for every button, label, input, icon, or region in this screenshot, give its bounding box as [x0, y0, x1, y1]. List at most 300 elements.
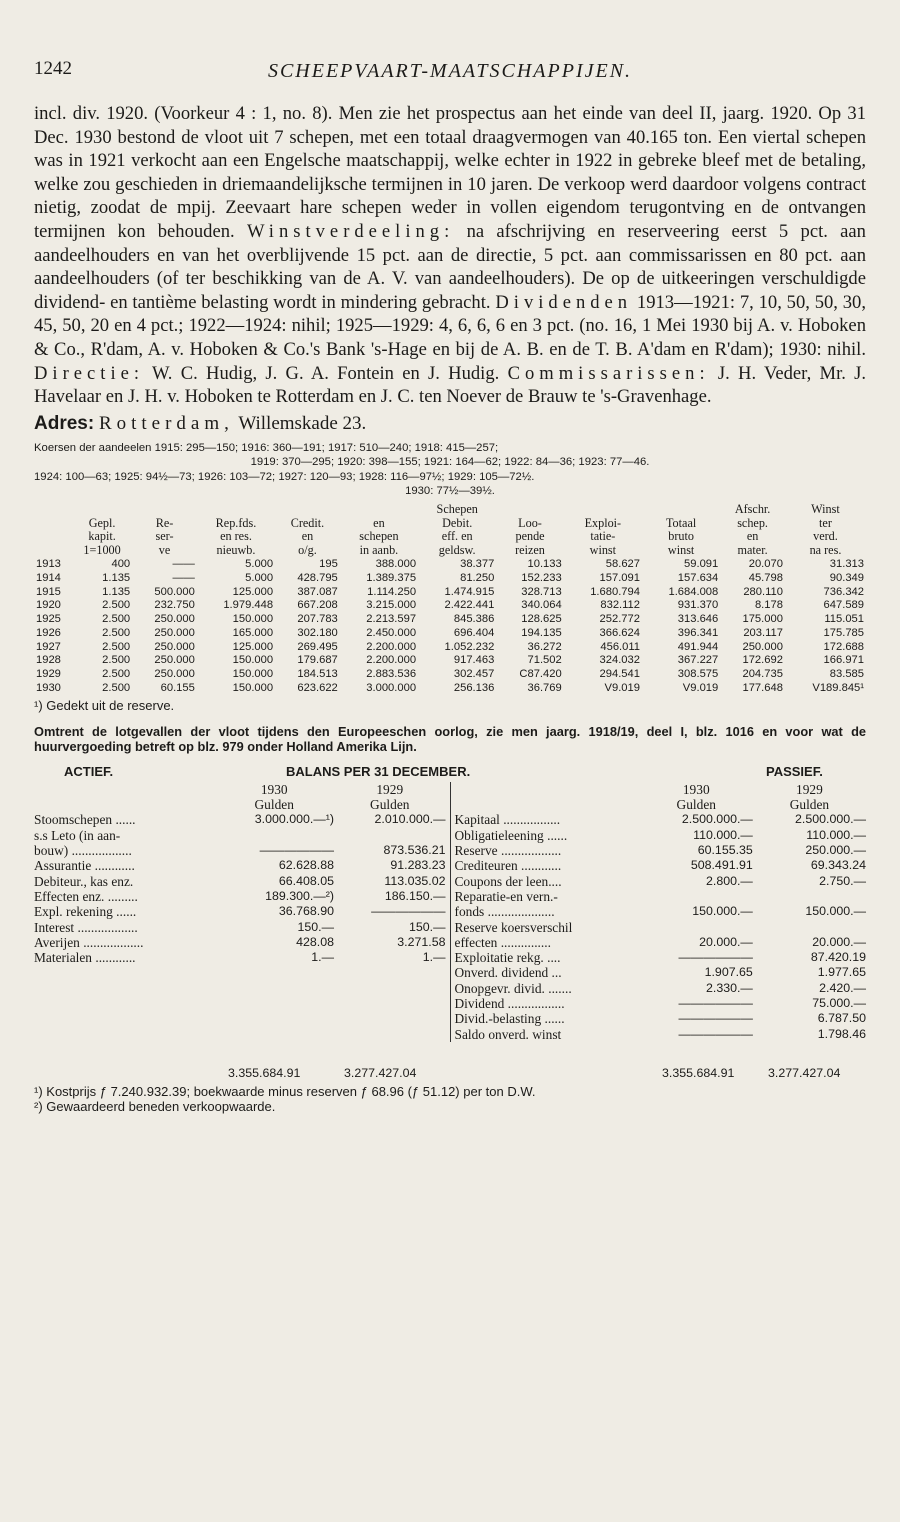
table-cell: 5.000	[245, 557, 274, 570]
table-cell: 83.585	[829, 668, 864, 681]
table-cell: 8.178	[754, 599, 783, 612]
column-header: Gulden	[370, 797, 410, 813]
running-head	[34, 58, 866, 102]
table-row	[34, 586, 866, 600]
line-item-label: Materialen ............	[34, 950, 136, 966]
table-row	[34, 668, 866, 682]
table-cell: 250.000	[154, 626, 195, 639]
directie-label: Directie:	[34, 362, 145, 384]
table-cell: 45.798	[748, 571, 783, 584]
line-item-value: 150.—	[408, 919, 446, 934]
line-item-value: 62.628.88	[278, 858, 334, 873]
column-header: 1930	[260, 781, 288, 797]
column-header: Gulden	[789, 797, 830, 813]
table-row	[34, 613, 866, 627]
table-cell: 400	[111, 557, 131, 570]
table-cell: 59.091	[684, 557, 719, 570]
line-item-value	[753, 889, 866, 904]
passief-row	[455, 950, 867, 965]
table-cell: 428.795	[297, 571, 338, 584]
stats-header-cell: na res.	[809, 543, 842, 558]
stats-header-cell: mater.	[737, 543, 768, 558]
table-cell: 204.735	[742, 668, 783, 681]
line-item-value: 186.150.—	[384, 888, 446, 903]
table-row	[34, 654, 866, 668]
balance-title: BALANS PER 31 DECEMBER.	[286, 763, 471, 779]
table-cell: V9.019	[682, 682, 719, 695]
table-cell: 340.064	[521, 599, 562, 612]
column-header	[34, 797, 214, 812]
table-cell: 90.349	[829, 571, 864, 584]
passief-label: PASSIEF.	[766, 763, 823, 779]
commissarissen-label: Commissarissen:	[507, 362, 710, 384]
actief-row	[34, 843, 446, 858]
passief-year-header	[455, 782, 867, 797]
actief-row	[34, 812, 446, 827]
table-cell: 125.000	[232, 585, 274, 598]
table-cell: 250.000	[154, 640, 195, 653]
table-cell: 313.646	[677, 613, 719, 626]
passief-row	[455, 996, 867, 1011]
stats-header-cell: nieuwb.	[216, 543, 256, 558]
line-item-value: 20.000.—	[812, 934, 866, 949]
balance-heading	[34, 764, 866, 782]
table-cell: 175.785	[823, 626, 864, 639]
table-cell: 1.684.008	[668, 585, 719, 598]
stats-header-cell: reizen	[515, 543, 545, 558]
table-cell: 3.000.000	[366, 682, 417, 695]
passief-row	[455, 843, 867, 858]
table-cell: 31.313	[829, 557, 864, 570]
directie-text: W. C. Hudig, J. G. A. Fontein en J. Hudig.	[151, 362, 500, 384]
line-item-label: Effecten enz. .........	[34, 888, 138, 904]
stats-header-cell: en	[301, 529, 314, 544]
line-item-label: Onopgevr. divid. .......	[454, 980, 572, 996]
stats-header-cell	[132, 503, 197, 517]
table-cell: 179.687	[297, 654, 338, 667]
column-header	[455, 797, 640, 812]
table-cell: 175.000	[742, 613, 783, 626]
line-item-value	[214, 828, 334, 843]
stats-header-cell: Credit.	[290, 515, 325, 530]
table-cell: 125.000	[232, 640, 274, 653]
table-cell: 250.000	[154, 668, 195, 681]
table-cell: 250.000	[154, 654, 195, 667]
line-item-value: ——————	[371, 904, 446, 919]
row-year: 1928	[36, 654, 61, 667]
passief-row	[455, 828, 867, 843]
total-passief-1929: 3.277.427.04	[768, 1065, 841, 1080]
table-cell: 2.883.536	[366, 668, 417, 681]
winstverdeeling-text: na afschrijving en reserveering eerst 5 pct. aan aandeelhouders en van het overblijvende 15 pct. aan de directie, 5 pct. aan commissarissen en 80 pct. aan aandeelhouders (of ter beschikking van de A. V. van aandeelhouders). De op de uitkeeringen verschuldigde dividend- en tantième belasting wordt in mindering gebracht.	[34, 220, 866, 313]
row-year: 1914	[36, 571, 61, 584]
passief-row	[455, 935, 867, 950]
table-cell: 2.213.597	[366, 613, 417, 626]
table-row	[34, 627, 866, 641]
table-cell: 917.463	[453, 654, 495, 667]
table-cell: 1.474.915	[444, 585, 495, 598]
table-cell: 1.979.448	[223, 599, 274, 612]
dividenden-text: 1913—1921: 7, 10, 50, 50, 30, 45, 50, 20 en 4 pct.; 1922—1924: nihil; 1925—1929: 4, 6, 6, 6 en 3 pct. (no. 16, 1 Mei 1930 bij A. v. Hoboken & Co., R'dam, A. v. Hoboken & Co.'s Bank 's-Hage en bij de A. B. en de T. B. A'dam en R'dam); 1930: nihil.	[34, 291, 866, 360]
column-header: 1929	[796, 781, 823, 797]
stats-header-cell: Totaal	[665, 515, 697, 530]
row-year: 1913	[36, 557, 61, 570]
table-cell: 2.500	[102, 668, 131, 681]
line-item-value: 250.000.—	[805, 843, 866, 858]
line-item-value: 36.768.90	[278, 904, 334, 919]
company-description	[34, 102, 866, 409]
stats-header-cell	[34, 503, 72, 517]
table-cell: 207.783	[297, 613, 338, 626]
table-cell: 2.500	[102, 626, 131, 639]
table-cell: 308.575	[677, 668, 719, 681]
table-row	[34, 682, 866, 696]
stats-header-cell: winst	[589, 543, 617, 558]
total-actief-1929: 3.277.427.04	[344, 1065, 417, 1080]
stats-header-cell: in aanb.	[359, 543, 399, 558]
table-cell: 5.000	[245, 571, 274, 584]
page-number: 1242	[34, 58, 72, 79]
stats-header-cell: kapit.	[88, 529, 116, 544]
stats-header-cell: schepen	[359, 529, 399, 544]
stats-header-cell: verd.	[813, 529, 838, 544]
table-cell: 280.110	[743, 585, 783, 598]
line-item-value	[640, 889, 753, 904]
actief-currency-header	[34, 797, 446, 812]
line-item-value: 150.000.—	[805, 904, 866, 919]
line-item-label: Crediteuren ............	[454, 858, 562, 874]
table-cell: 396.341	[677, 626, 719, 639]
total-passief-1930: 3.355.684.91	[662, 1065, 735, 1080]
actief-row	[34, 904, 446, 919]
stats-header-cell: Schepen	[436, 501, 478, 516]
passief-row	[455, 904, 867, 919]
table-cell: 2.200.000	[366, 654, 417, 667]
table-cell: 2.500	[102, 682, 131, 695]
war-history-note: Omtrent de lotgevallen der vloot tijdens den Europeeschen oorlog, zie men jaarg. 1918/19, deel I, blz. 1016 en voor wat de huurvergoeding betreft op blz. 979 onder Holland Amerika Lijn.	[34, 723, 866, 754]
stats-header-cell: winst	[667, 543, 695, 558]
passief-column	[451, 782, 867, 1042]
line-item-value: 2.420.—	[819, 980, 866, 995]
row-year: 1930	[36, 682, 61, 695]
line-item-value: 3.271.58	[397, 934, 446, 949]
stats-header-cell: en res.	[220, 529, 252, 544]
actief-column	[34, 782, 451, 1042]
passief-row	[455, 812, 867, 827]
commissarissen-text: J. H. Veder, Mr. J. Havelaar en J. H. v. Hoboken te Rotterdam en J. C. ten Noever de Brauw te 's-Gravenhage.	[34, 362, 867, 408]
line-item-value: 2.010.000.—	[374, 812, 446, 827]
passief-currency-header	[455, 797, 867, 812]
line-item-value	[334, 828, 446, 843]
address-city: Rotterdam,	[98, 412, 234, 434]
line-item-value: 428.08	[296, 934, 334, 949]
table-cell: 150.000	[232, 668, 274, 681]
actief-row	[34, 920, 446, 935]
table-cell: 324.032	[599, 654, 640, 667]
passief-row	[455, 1027, 867, 1042]
line-item-label: effecten ...............	[454, 934, 551, 950]
line-item-value: ——————	[678, 996, 753, 1011]
stats-header-cell: tatie-	[590, 529, 616, 544]
line-item-label: Divid.-belasting ......	[454, 1011, 565, 1027]
table-cell: 250.000	[154, 613, 195, 626]
table-cell: 623.622	[297, 682, 338, 695]
table-cell: 58.627	[605, 557, 640, 570]
table-cell: 2.500	[102, 654, 131, 667]
stats-header-cell	[340, 503, 418, 517]
line-item-value: 2.500.000.—	[795, 812, 866, 827]
line-item-value: ——————	[259, 843, 334, 858]
dividenden-label: Dividenden	[495, 291, 633, 313]
stats-header-cell: o/g.	[298, 543, 317, 558]
stats-header-row	[34, 503, 866, 517]
column-header: Gulden	[676, 797, 716, 813]
table-cell: 172.692	[742, 654, 783, 667]
table-cell: 387.087	[297, 585, 338, 598]
stats-header-cell: Rep.fds.	[215, 515, 257, 530]
passief-row	[455, 874, 867, 889]
stats-header-row	[34, 517, 866, 531]
passief-row	[455, 981, 867, 996]
line-item-value: ——————	[678, 1026, 753, 1041]
stats-header-cell	[72, 503, 132, 517]
table-cell: 38.377	[460, 557, 495, 570]
stats-header-cell	[34, 530, 72, 544]
table-cell: 1.052.232	[444, 640, 495, 653]
line-item-label: Reserve koersverschil	[454, 919, 573, 935]
table-cell: 165.000	[232, 626, 274, 639]
table-cell: 1.389.375	[366, 571, 417, 584]
table-cell: C87.420	[519, 668, 562, 681]
table-cell: 736.342	[823, 585, 864, 598]
table-cell: 81.250	[460, 571, 495, 584]
table-cell: 150.000	[232, 682, 274, 695]
line-item-label: Debiteur., kas enz.	[34, 873, 134, 889]
table-cell: V189.845¹	[812, 682, 864, 695]
description-paragraph: incl. div. 1920. (Voorkeur 4 : 1, no. 8). Men zie het prospectus aan het einde van deel II, jaarg. 1920. Op 31 Dec. 1930 bestond de vloot uit 7 schepen, met een totaal draagvermogen van 40.165 ton. Een viertal schepen was in 1921 verkocht aan een Engelsche maatschappij, welke echter in 1922 in gebreke bleef met de betaling, welke zou geschieden in driemaandelijksche termijnen in 10 jaren. De verkoop werd daardoor volgens contract nietig, zoodat de mpij. Zeevaart hare schepen weder in vollen eigendom terugontving en de ontvangen termijnen kon behouden.	[34, 103, 866, 242]
table-cell: 232.750	[154, 599, 195, 612]
table-cell: 1.680.794	[590, 585, 640, 598]
table-cell: 177.648	[742, 682, 783, 695]
table-cell: 832.112	[600, 599, 640, 612]
line-item-label: Obligatieleening ......	[454, 827, 568, 843]
stats-header-cell: ser-	[155, 529, 174, 544]
stats-header-cell	[197, 503, 275, 517]
line-item-label: Dividend .................	[454, 996, 565, 1012]
line-item-value: 110.000.—	[693, 827, 753, 842]
table-cell: 1.135	[102, 585, 131, 598]
table-cell: 250.000	[742, 640, 783, 653]
stats-header-cell	[34, 517, 72, 531]
balance-footnotes	[34, 1084, 866, 1115]
line-item-value: 2.500.000.—	[681, 812, 753, 827]
table-cell: 194.135	[521, 626, 562, 639]
table-cell: 252.772	[599, 613, 640, 626]
table-cell: 128.625	[521, 613, 562, 626]
table-cell: 60.155	[160, 682, 195, 695]
stats-header-cell: bruto	[668, 529, 694, 544]
stats-header-cell: Loo-	[518, 515, 542, 530]
table-row	[34, 641, 866, 655]
table-cell: 2.500	[102, 599, 131, 612]
line-item-value: 1.—	[311, 950, 334, 965]
actief-row	[34, 889, 446, 904]
line-item-label: Interest ..................	[34, 919, 138, 935]
actief-row	[34, 828, 446, 843]
share-prices-line: 1930: 77½—39½.	[405, 485, 495, 498]
line-item-value: 1.—	[422, 950, 446, 965]
table-cell: 367.227	[677, 654, 719, 667]
line-item-value: 3.000.000.—¹)	[254, 812, 334, 827]
line-item-label: Assurantie ............	[34, 858, 135, 874]
line-item-label: Onverd. dividend ...	[454, 965, 562, 981]
line-item-value: 150.—	[297, 919, 334, 934]
line-item-label: Reserve ..................	[454, 843, 562, 859]
line-item-value: 508.491.91	[690, 858, 753, 873]
table-cell: 2.450.000	[366, 626, 417, 639]
passief-row	[455, 858, 867, 873]
table-cell: 302.180	[297, 626, 338, 639]
table-cell: 294.541	[599, 668, 640, 681]
table-cell: 2.500	[102, 613, 131, 626]
passief-row	[455, 965, 867, 980]
actief-row	[34, 874, 446, 889]
total-actief-1930: 3.355.684.91	[228, 1065, 301, 1080]
line-item-value: 2.800.—	[705, 873, 753, 888]
stats-header-cell: pende	[515, 529, 545, 544]
financial-statistics-table	[34, 503, 866, 696]
line-item-label: Reparatie-en vern.-	[454, 888, 558, 904]
stats-header-cell	[34, 544, 72, 558]
stats-header-cell	[642, 503, 720, 517]
line-item-value: 150.000.—	[692, 904, 753, 919]
table-cell: 1.114.250	[367, 585, 417, 598]
stats-header-cell: schep.	[737, 515, 768, 530]
table-cell: 2.422.441	[444, 599, 495, 612]
stats-header-cell: ve	[158, 543, 171, 558]
table-cell: 166.971	[823, 654, 864, 667]
line-item-value	[640, 920, 753, 935]
table-cell: 845.386	[453, 613, 495, 626]
table-cell: 195	[319, 557, 338, 570]
line-item-label: Saldo onverd. winst	[454, 1026, 562, 1042]
actief-row	[34, 858, 446, 873]
table-cell: 366.624	[599, 626, 640, 639]
row-year: 1920	[36, 599, 61, 612]
line-item-label: bouw) ..................	[34, 843, 132, 859]
table-cell: 152.233	[521, 571, 562, 584]
row-year: 1915	[36, 585, 61, 598]
table-cell: 203.117	[743, 626, 783, 639]
passief-row	[455, 1011, 867, 1026]
table-row	[34, 572, 866, 586]
table-cell: ——	[172, 557, 195, 570]
passief-row	[455, 889, 867, 904]
stats-header-cell: en	[746, 529, 759, 544]
table-cell: 256.136	[453, 682, 495, 695]
table-cell: 647.589	[823, 599, 864, 612]
column-header: Gulden	[254, 797, 294, 813]
column-header	[455, 782, 640, 797]
stats-header-cell	[275, 503, 340, 517]
line-item-label: Exploitatie rekg. ....	[454, 950, 561, 966]
table-cell: 456.011	[600, 640, 640, 653]
line-item-label: fonds ....................	[454, 904, 555, 920]
stats-header-cell: geldsw.	[438, 543, 476, 558]
table-cell: 157.091	[599, 571, 640, 584]
stats-header-cell: 1=1000	[83, 543, 121, 558]
stats-header-row	[34, 544, 866, 558]
line-item-label: Averijen ..................	[34, 934, 144, 950]
stats-header-cell: Gepl.	[88, 515, 116, 530]
address-label: Adres:	[34, 412, 95, 434]
line-item-value: 66.408.05	[278, 873, 334, 888]
actief-row	[34, 935, 446, 950]
table-cell: 500.000	[154, 585, 195, 598]
share-prices-line: Koersen der aandeelen 1915: 295—150; 1916: 360—191; 1917: 510—240; 1918: 415—257;	[34, 441, 499, 454]
passief-row	[455, 920, 867, 935]
line-item-value: 189.300.—²)	[265, 888, 334, 903]
table-cell: 150.000	[232, 613, 274, 626]
line-item-value: 75.000.—	[812, 996, 866, 1011]
row-year: 1927	[36, 640, 61, 653]
line-item-value: ——————	[678, 1011, 753, 1026]
line-item-value: 1.798.46	[817, 1026, 866, 1041]
table-row	[34, 558, 866, 572]
line-item-value: 6.787.50	[817, 1011, 866, 1026]
table-cell: 36.272	[527, 640, 562, 653]
line-item-value: 87.420.19	[810, 950, 866, 965]
line-item-value: 2.750.—	[819, 873, 866, 888]
line-item-value: 110.000.—	[806, 827, 866, 842]
stats-header-cell: en	[373, 515, 385, 530]
stats-header-cell: Debit.	[442, 515, 473, 530]
line-item-value: 91.283.23	[390, 858, 446, 873]
table-cell: 150.000	[232, 654, 274, 667]
table-cell: 157.634	[677, 571, 719, 584]
balance-sheet	[34, 764, 866, 1082]
table-cell: 269.495	[297, 640, 338, 653]
line-item-value: 60.155.35	[697, 843, 753, 858]
table-cell: 115.051	[824, 613, 864, 626]
table-cell: V9.019	[604, 682, 640, 695]
actief-year-header	[34, 782, 446, 797]
table-cell: 931.370	[677, 599, 719, 612]
line-item-value	[753, 920, 866, 935]
table-cell: 667.208	[297, 599, 338, 612]
column-header	[34, 782, 214, 797]
table-cell: 388.000	[375, 557, 417, 570]
table-row	[34, 599, 866, 613]
table-cell: 20.070	[748, 557, 783, 570]
row-year: 1926	[36, 626, 61, 639]
stats-header-cell: Exploi-	[584, 515, 622, 530]
column-header: 1929	[376, 781, 404, 797]
address-line	[34, 411, 866, 437]
footnote-2: ²) Gewaardeerd beneden verkoopwaarde.	[34, 1099, 276, 1115]
line-item-value: 873.536.21	[383, 843, 446, 858]
stats-footnote: ¹) Gedekt uit de reserve.	[34, 697, 175, 713]
table-cell: 71.502	[527, 654, 562, 667]
row-year: 1925	[36, 613, 61, 626]
row-year: 1929	[36, 668, 61, 681]
line-item-label: Coupons der leen....	[454, 873, 562, 889]
table-cell: 36.769	[527, 682, 562, 695]
stats-header-cell: Afschr.	[734, 501, 771, 516]
line-item-value: ——————	[678, 950, 753, 965]
stats-header-row	[34, 530, 866, 544]
line-item-label: s.s Leto (in aan-	[34, 827, 121, 843]
